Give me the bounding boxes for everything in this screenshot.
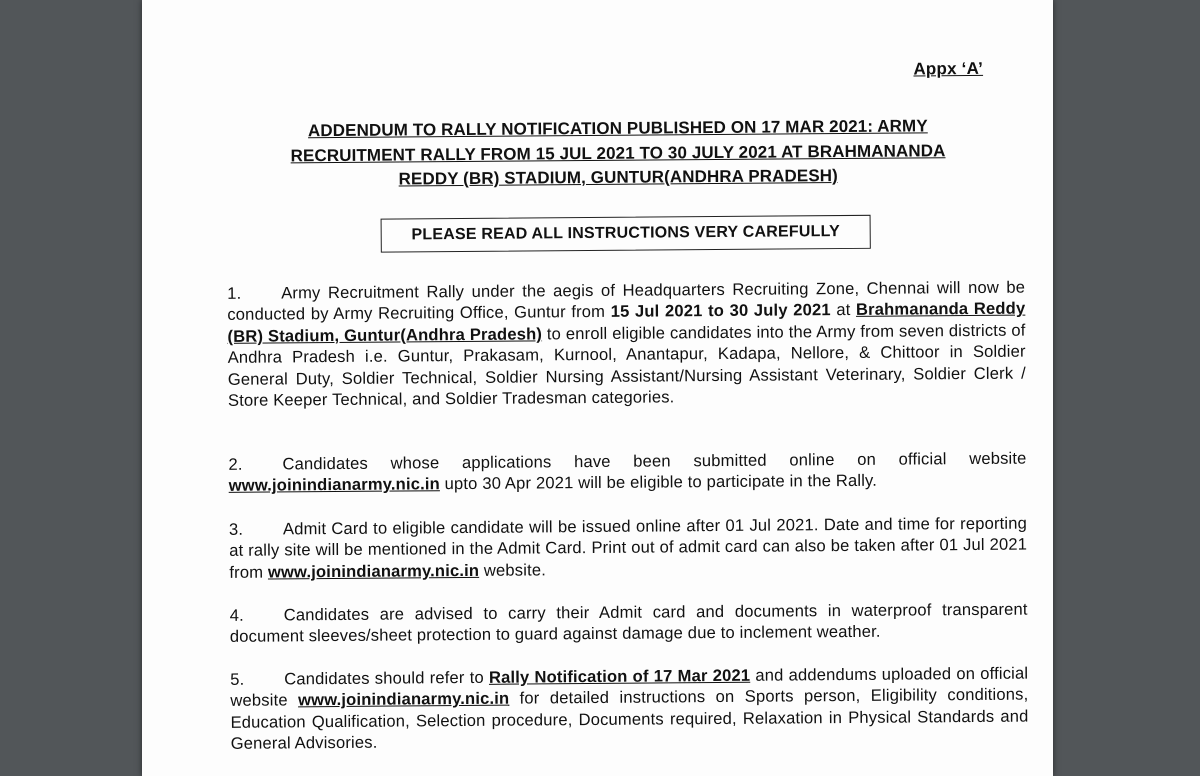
paragraph-text: for detailed instructions on Sports person, Eligibility conditions, Education Qualification, Selection procedure, Documents required, Relaxation in Physical Standards and General Advisories. xyxy=(230,684,1029,754)
paragraph-text: upto 30 Apr 2021 will be eligible to participate in the Rally. xyxy=(439,471,878,494)
paragraph-2 xyxy=(228,448,1026,497)
paragraph-number: 4. xyxy=(229,605,244,625)
paragraph-text: Candidates should refer to xyxy=(284,667,489,689)
paragraph-number: 5. xyxy=(230,669,245,689)
heading-line-2: RECRUITMENT RALLY FROM 15 JUL 2021 TO 30 JULY 2021 AT BRAHMANANDA xyxy=(290,140,946,165)
heading-line-1: ADDENDUM TO RALLY NOTIFICATION PUBLISHED ON 17 MAR 2021: ARMY xyxy=(307,116,928,141)
paragraph-text: at xyxy=(830,300,857,320)
paragraph-1 xyxy=(227,277,1026,412)
paragraph-3 xyxy=(229,513,1027,583)
paragraph-text: website. xyxy=(479,560,547,580)
paragraph-5 xyxy=(230,663,1029,755)
paragraph-text: Army Recruitment Rally under the aegis of Headquarters Recruiting Zone, Chennai will now be conducted by Army Recruiting Office, Guntur from xyxy=(227,277,1026,325)
appendix-label: Appx ‘A’ xyxy=(913,58,984,79)
paragraph-text: Candidates are advised to carry their Admit card and documents in waterproof transparent document sleeves/sheet protection to guard against damage due to inclement weather. xyxy=(229,599,1028,647)
website-link: www.joinindianarmy.nic.in xyxy=(297,689,510,710)
scanned-content xyxy=(142,0,1053,776)
rally-venue: Brahmananda Reddy (BR) Stadium, Guntur(Andhra Pradesh) xyxy=(227,299,1026,346)
paragraph-text: and addendums uploaded on official website xyxy=(230,663,1029,711)
paragraph-number: 2. xyxy=(228,454,243,474)
paragraph-text: Candidates whose applications have been submitted online on official website xyxy=(282,448,1027,474)
paragraph-text: to enroll eligible candidates into the Army from seven districts of Andhra Pradesh i.e. Guntur, Prakasam, Kurnool, Anantapur, Kadapa, Nellore, & Chittoor in Soldier General Duty, Soldier Technical, Soldier Nursing Assistant/Nursing Assistant Veterinary, Soldier Clerk / Store Keeper Technical, and Soldier Tradesman categories. xyxy=(227,320,1026,410)
notification-reference: Rally Notification of 17 Mar 2021 xyxy=(488,665,751,687)
paragraph-text: Admit Card to eligible candidate will be issued online after 01 Jul 2021. Date and time for reporting at rally site will be mentioned in the Admit Card. Print out of admit card can also be taken after 01 Jul 2021 from xyxy=(229,513,1028,582)
heading-line-3: REDDY (BR) STADIUM, GUNTUR(ANDHRA PRADESH) xyxy=(398,166,838,189)
paragraph-number: 3. xyxy=(228,519,244,539)
document-page xyxy=(142,0,1053,776)
instruction-box: PLEASE READ ALL INSTRUCTIONS VERY CAREFULLY xyxy=(381,215,871,253)
paragraph-number: 1. xyxy=(227,283,242,303)
paragraph-4 xyxy=(230,599,1028,648)
rally-dates: 15 Jul 2021 to 30 July 2021 xyxy=(610,300,831,322)
document-heading xyxy=(258,114,979,193)
website-link: www.joinindianarmy.nic.in xyxy=(267,560,480,582)
website-link: www.joinindianarmy.nic.in xyxy=(228,474,440,496)
